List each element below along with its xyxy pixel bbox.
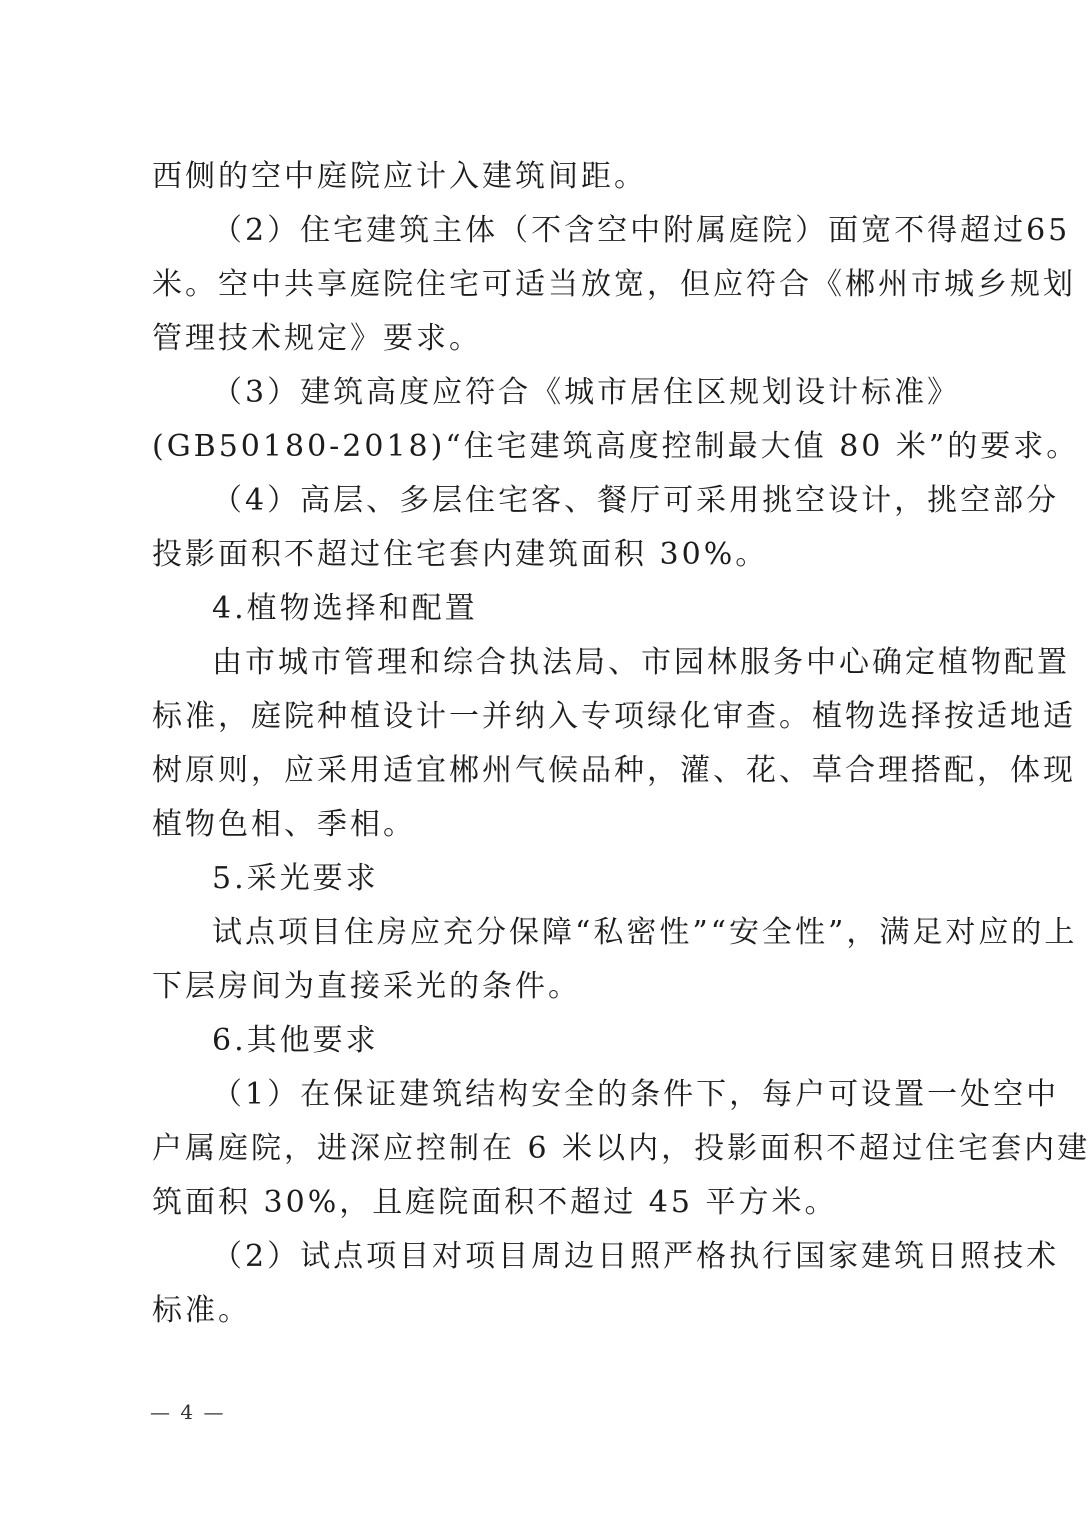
text-line: 户属庭院，进深应控制在 6 米以内，投影面积不超过住宅套内建 bbox=[152, 1131, 1090, 1166]
text-line: （3）建筑高度应符合《城市居住区规划设计标准》 bbox=[212, 375, 961, 410]
text-line: （1）在保证建筑结构安全的条件下，每户可设置一处空中 bbox=[212, 1077, 1060, 1112]
text-line: 由市城市管理和综合执法局、市园林服务中心确定植物配置 bbox=[212, 645, 1070, 680]
text-line: (GB50180-2018)“住宅建筑高度控制最大值 80 米”的要求。 bbox=[152, 429, 1080, 464]
text-line: 投影面积不超过住宅套内建筑面积 30%。 bbox=[152, 537, 769, 572]
text-line: 米。空中共享庭院住宅可适当放宽，但应符合《郴州市城乡规划 bbox=[152, 267, 1076, 302]
text-line: 标准，庭院种植设计一并纳入专项绿化审查。植物选择按适地适 bbox=[152, 699, 1076, 734]
text-line: （2）住宅建筑主体（不含空中附属庭院）面宽不得超过65 bbox=[212, 213, 1071, 248]
text-line: 5.采光要求 bbox=[212, 861, 379, 896]
text-line: 西侧的空中庭院应计入建筑间距。 bbox=[152, 159, 647, 194]
text-line: 植物色相、季相。 bbox=[152, 807, 416, 842]
text-line: 下层房间为直接采光的条件。 bbox=[152, 969, 581, 1004]
text-line: 4.植物选择和配置 bbox=[212, 591, 478, 626]
page-number: — 4 — bbox=[150, 1400, 226, 1424]
text-line: 标准。 bbox=[152, 1293, 251, 1328]
text-line: 树原则，应采用适宜郴州气候品种，灌、花、草合理搭配，体现 bbox=[152, 753, 1076, 788]
text-line: 6.其他要求 bbox=[212, 1023, 379, 1058]
text-line: 管理技术规定》要求。 bbox=[152, 321, 482, 356]
text-line: 试点项目住房应充分保障“私密性”“安全性”，满足对应的上 bbox=[212, 915, 1078, 950]
document-body bbox=[152, 150, 1090, 1338]
text-line: 筑面积 30%，且庭院面积不超过 45 平方米。 bbox=[152, 1185, 838, 1220]
text-line: （4）高层、多层住宅客、餐厅可采用挑空设计，挑空部分 bbox=[212, 483, 1060, 518]
text-line: （2）试点项目对项目周边日照严格执行国家建筑日照技术 bbox=[212, 1239, 1060, 1274]
